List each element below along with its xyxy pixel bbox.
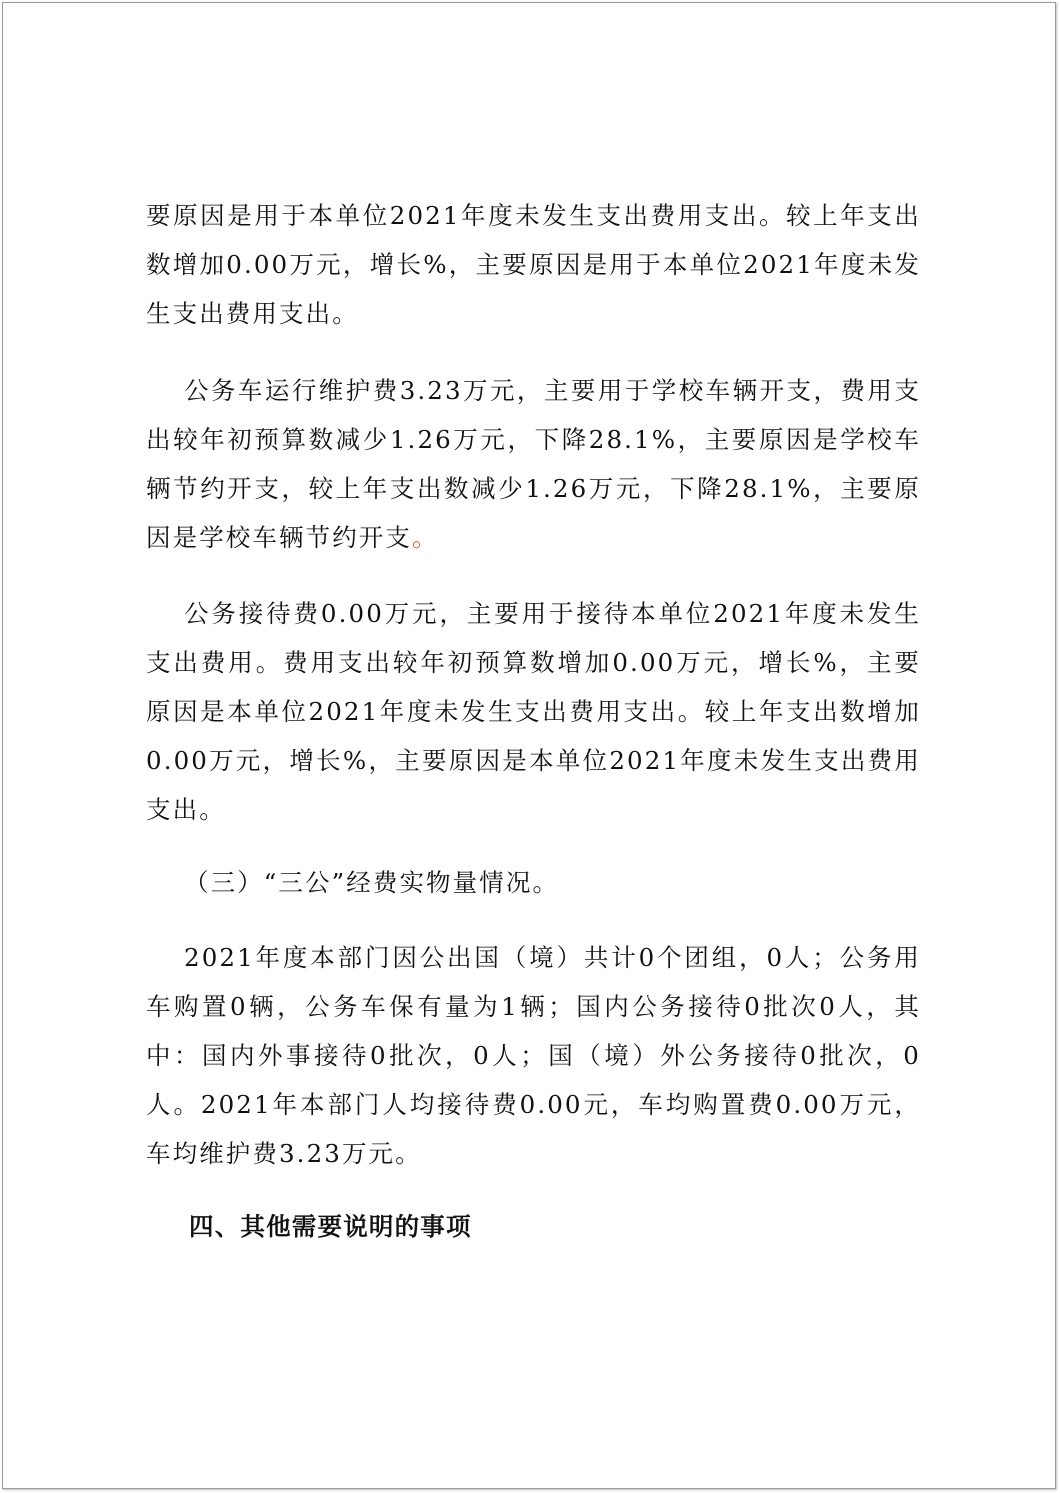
paragraph-vehicle-maintenance [146,366,921,562]
paragraph-reception-fee: 公务接待费0.00万元，主要用于接待本单位2021年度未发生支出费用。费用支出较年初预算数增加0.00万元，增长%，主要原因是本单位2021年度未发生支出费用支出。较上年支出数增加0.00万元，增长%，主要原因是本单位2021年度未发生支出费用支出。 [146,599,921,824]
paragraph-continuation: 要原因是用于本单位2021年度未发生支出费用支出。较上年支出数增加0.00万元，增长%，主要原因是用于本单位2021年度未发生支出费用支出。 [146,201,921,328]
highlighted-period: 。 [412,523,439,552]
paragraph-physical-quantity: 2021年度本部门因公出国（境）共计0个团组，0人；公务用车购置0辆，公务车保有量为1辆；国内公务接待0批次0人，其中：国内外事接待0批次，0人；国（境）外公务接待0批次，0人。2021年本部门人均接待费0.00元，车均购置费0.00万元，车均维护费3.23万元。 [146,943,921,1168]
paragraph-vehicle-maintenance-text: 公务车运行维护费3.23万元，主要用于学校车辆开支，费用支出较年初预算数减少1.26万元，下降28.1%，主要原因是学校车辆节约开支，较上年支出数减少1.26万元，下降28.1%，主要原因是学校车辆节约开支 [146,376,921,552]
subheading-three-public: （三）“三公”经费实物量情况。 [184,868,560,897]
section-heading-other-matters: 四、其他需要说明的事项 [189,1212,472,1241]
document-page [2,2,1056,1489]
